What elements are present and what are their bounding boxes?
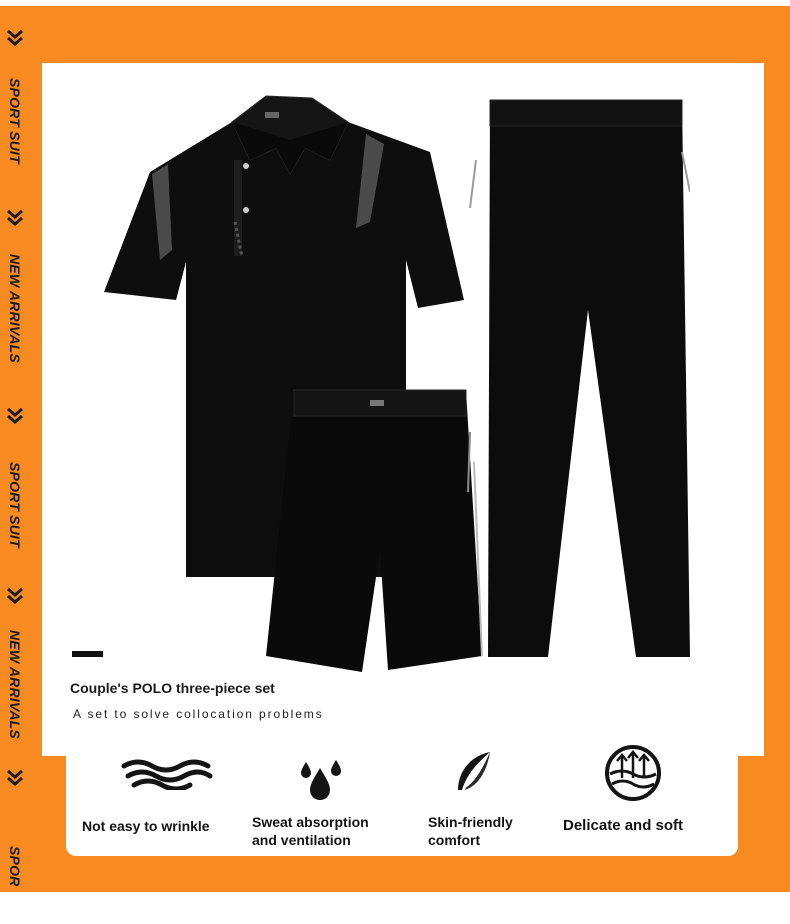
side-label-new-arrivals: NEW ARRIVALS (7, 630, 23, 739)
product-photo (90, 82, 690, 682)
orange-border-right (764, 6, 790, 756)
side-label-new-arrivals: NEW ARRIVALS (7, 254, 23, 363)
double-chevron-down-icon (5, 208, 25, 228)
feature-label-line1: Delicate and soft (563, 817, 684, 834)
orange-border-top (0, 6, 790, 63)
water-drops-icon (298, 758, 344, 804)
double-chevron-down-icon (5, 586, 25, 606)
soft-fabric-circle-icon (604, 744, 662, 802)
product-title: Couple's POLO three-piece set (70, 680, 275, 696)
feature-label-line2: and ventilation (252, 832, 351, 848)
double-chevron-down-icon (5, 28, 25, 48)
double-chevron-down-icon (5, 406, 25, 426)
feather-icon (452, 750, 494, 802)
feature-label-line1: Sweat absorption (252, 814, 369, 830)
side-label-sport-suit-partial: SPOR (7, 846, 23, 887)
wave-lines-icon (120, 758, 214, 790)
feature-label-line1: Not easy to wrinkle (82, 818, 210, 834)
feature-label-line1: Skin-friendly (428, 814, 513, 830)
side-label-sport-suit: SPORT SUIT (7, 462, 23, 548)
shorts (266, 390, 482, 672)
side-label-sport-suit: SPORT SUIT (7, 78, 23, 164)
double-chevron-down-icon (5, 768, 25, 788)
product-subtitle: A set to solve collocation problems (73, 707, 324, 721)
side-strip (0, 22, 42, 902)
title-accent-bar (72, 651, 103, 657)
long-pants (470, 100, 690, 657)
feature-label-line2: comfort (428, 832, 481, 848)
